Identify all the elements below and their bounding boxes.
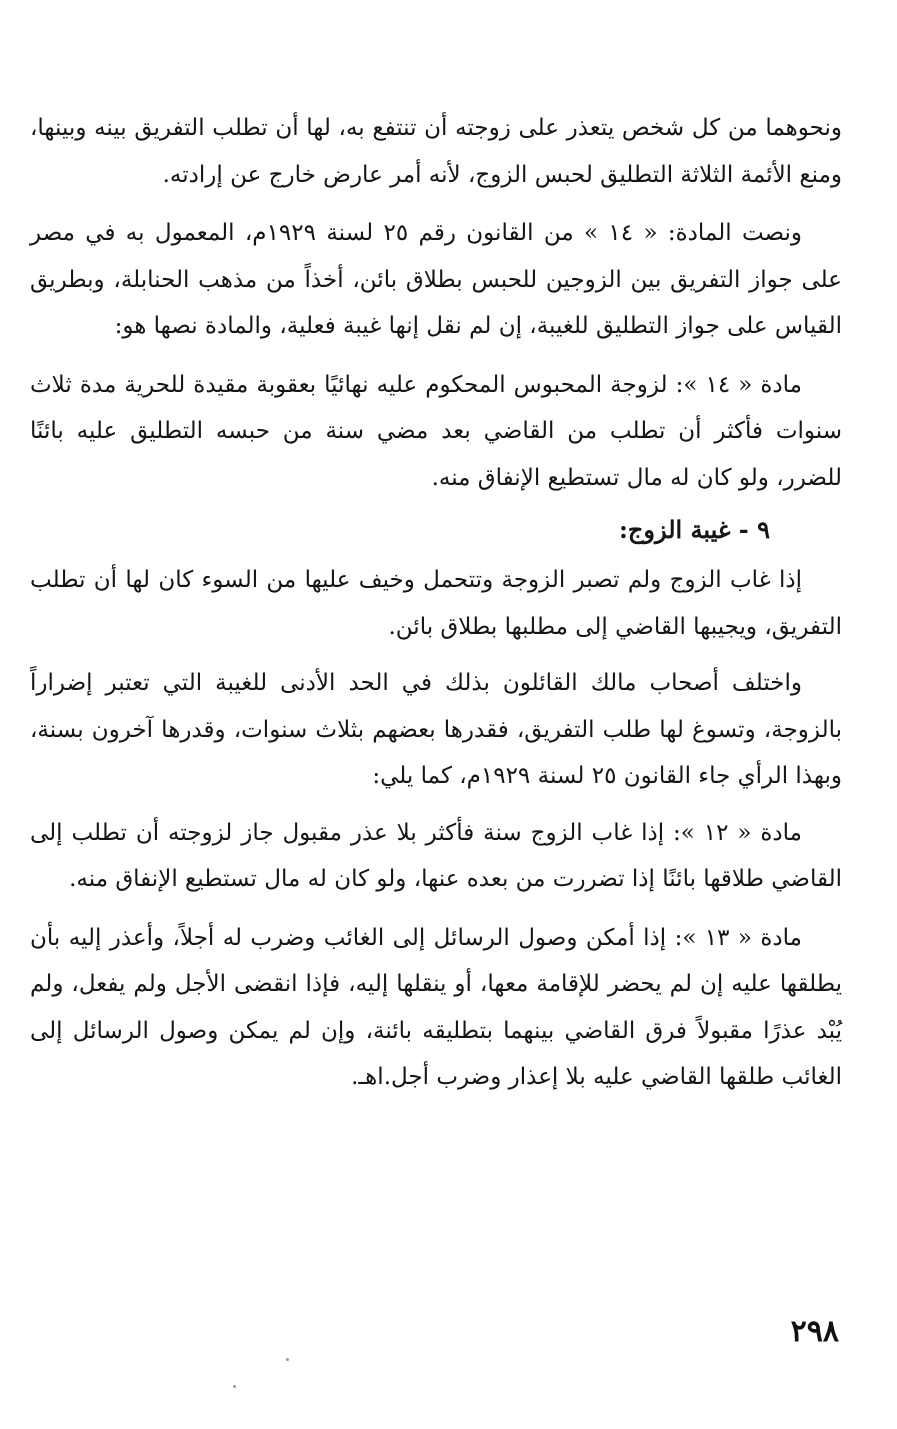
paragraph-article-14-text: مادة « ١٤ »: لزوجة المحبوس المحكوم عليه نهائيًا بعقوبة مقيدة للحرية مدة ثلاث سنوات فأكثر أن تطلب من القاضي بعد مضي سنة من حبسه التطليق عليه بائنًا للضرر، ولو كان له مال تستطيع الإنفاق منه. (30, 371, 842, 491)
scan-speck (286, 1358, 289, 1361)
paragraph-intro: ونحوهما من كل شخص يتعذر على زوجته أن تنتفع به، لها أن تطلب التفريق بينه وبينها، ومنع الأئمة الثلاثة التطليق لحبس الزوج، لأنه أمر عارض خارج عن إرادته. (30, 115, 842, 188)
paragraph-article-14-intro: ونصت المادة: « ١٤ » من القانون رقم ٢٥ لسنة ١٩٢٩م، المعمول به في مصر على جواز التفريق بين الزوجين للحبس بطلاق بائن، أخذاً من مذهب الحنابلة، وبطريق القياس على جواز التطليق للغيبة، إن لم نقل إنها غيبة فعلية، والمادة نصها هو: (30, 220, 842, 339)
book-page-body (30, 105, 842, 1101)
section-heading: ٩ - غيبة الزوج: (619, 515, 770, 544)
paragraph-article-12: مادة « ١٢ »: إذا غاب الزوج سنة فأكثر بلا عذر مقبول جاز لزوجته أن تطلب إلى القاضي طلاقها بائنًا إذا تضررت من بعده عنها، ولو كان له مال تستطيع الإنفاق منه. (30, 819, 842, 892)
scan-speck (233, 1385, 236, 1388)
paragraph-article-13: مادة « ١٣ »: إذا أمكن وصول الرسائل إلى الغائب وضرب له أجلاً، وأعذر إليه بأن يطلقها عليه إن لم يحضر للإقامة معها، أو ينقلها إليه، فإذا انقضى الأجل ولم يفعل، ولم يُبْد عذرًا مقبولاً فرق القاضي بينهما بتطليقه بائنة، وإن لم يمكن وصول الرسائل إلى الغائب طلقها القاضي عليه بلا إعذار وضرب أجل.اهـ. (30, 924, 842, 1090)
page-number: ٢٩٨ (790, 1314, 839, 1349)
paragraph-absence: إذا غاب الزوج ولم تصبر الزوجة وتتحمل وخيف عليها من السوء كان لها أن تطلب التفريق، ويجيبها القاضي إلى مطلبها بطلاق بائن. (30, 567, 842, 640)
paragraph-malik-opinion: واختلف أصحاب مالك القائلون بذلك في الحد الأدنى للغيبة التي تعتبر إضراراً بالزوجة، وتسوغ لها طلب التفريق، فقدرها بعضهم بثلاث سنوات، وقدرها آخرون بسنة، وبهذا الرأي جاء القانون ٢٥ لسنة ١٩٢٩م، كما يلي: (30, 670, 842, 789)
